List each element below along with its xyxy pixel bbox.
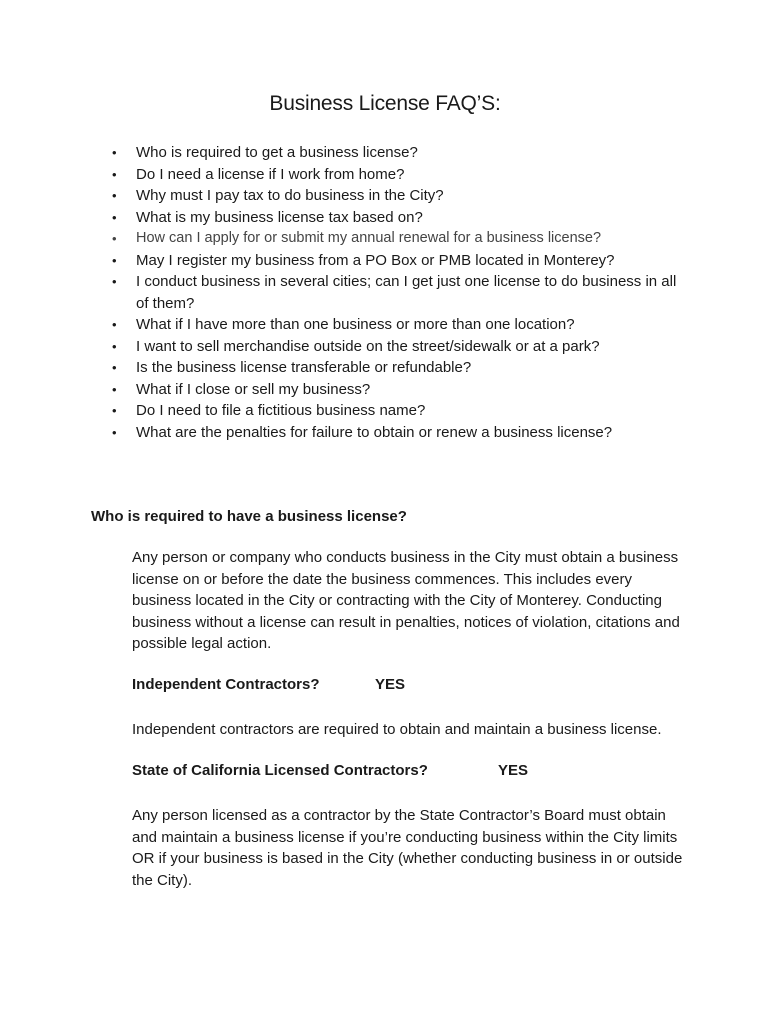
state-contractors-heading: State of California Licensed Contractors? bbox=[132, 762, 428, 779]
intro-paragraph: Any person or company who conducts business in the City must obtain a business license on or before the date the business commences. This includes every business located in the City or contracting with the City of Monterey. Conducting business without a license can result in penalties, notices of violation, citations and possible legal action. bbox=[132, 549, 680, 653]
faq-question-text: What is my business license tax based on? bbox=[136, 208, 423, 226]
bullet-icon: • bbox=[112, 209, 117, 225]
bullet-icon: • bbox=[112, 252, 117, 268]
bullet-icon: • bbox=[112, 166, 117, 182]
faq-question-text: Who is required to get a business license? bbox=[136, 144, 418, 161]
faq-question-text: What are the penalties for failure to obtain or renew a business license? bbox=[136, 423, 613, 441]
faq-question-text: May I register my business from a PO Box or PMB located in Monterey? bbox=[136, 251, 615, 269]
section-heading: Who is required to have a business license? bbox=[91, 508, 407, 525]
state-contractors-answer: YES bbox=[498, 762, 529, 779]
faq-list-item bbox=[110, 400, 680, 422]
faq-question-text: Why must I pay tax to do business in the City? bbox=[136, 187, 444, 204]
bullet-icon: • bbox=[112, 360, 117, 375]
independent-contractors-paragraph: Independent contractors are required to obtain and maintain a business license. bbox=[132, 721, 662, 738]
faq-list-item bbox=[110, 336, 680, 358]
faq-list-item bbox=[110, 422, 680, 444]
faq-list-item bbox=[110, 142, 680, 164]
faq-list-item bbox=[110, 228, 680, 250]
state-contractors-paragraph: Any person licensed as a contractor by the State Contractor’s Board must obtain and maintain a business license if you’re conducting business within the City limits OR if your business is based in the City (whether conducting business in or outside the City). bbox=[132, 807, 683, 889]
faq-question-text: Is the business license transferable or refundable? bbox=[136, 359, 472, 376]
bullet-icon: • bbox=[112, 424, 117, 440]
bullet-icon: • bbox=[112, 145, 117, 160]
faq-list-item bbox=[110, 314, 680, 336]
faq-question-text: What if I close or sell my business? bbox=[136, 380, 371, 398]
faq-list-item bbox=[110, 207, 680, 229]
bullet-icon: • bbox=[112, 403, 117, 418]
faq-question-list bbox=[110, 142, 680, 443]
bullet-icon: • bbox=[112, 188, 117, 203]
independent-contractors-answer: YES bbox=[375, 676, 406, 693]
faq-list-item bbox=[110, 379, 680, 401]
bullet-icon: • bbox=[112, 274, 117, 289]
faq-question-text: I conduct business in several cities; can I get just one license to do business in all of them? bbox=[136, 273, 677, 312]
faq-question-text: Do I need to file a fictitious business name? bbox=[136, 402, 426, 419]
bullet-icon: • bbox=[112, 338, 117, 354]
faq-question-text: I want to sell merchandise outside on the street/sidewalk or at a park? bbox=[136, 337, 600, 355]
faq-list-item bbox=[110, 250, 680, 272]
faq-list-item bbox=[110, 357, 680, 379]
faq-list-item bbox=[110, 185, 680, 207]
faq-question-text: How can I apply for or submit my annual renewal for a business license? bbox=[136, 230, 602, 246]
faq-list-item bbox=[110, 164, 680, 186]
bullet-icon: • bbox=[112, 231, 117, 246]
faq-question-text: Do I need a license if I work from home? bbox=[136, 165, 405, 183]
bullet-icon: • bbox=[112, 381, 117, 397]
faq-list-item bbox=[110, 271, 680, 314]
bullet-icon: • bbox=[112, 317, 117, 332]
document-title: Business License FAQ’S: bbox=[269, 92, 501, 115]
independent-contractors-heading: Independent Contractors? bbox=[132, 676, 320, 693]
faq-question-text: What if I have more than one business or more than one location? bbox=[136, 316, 575, 333]
